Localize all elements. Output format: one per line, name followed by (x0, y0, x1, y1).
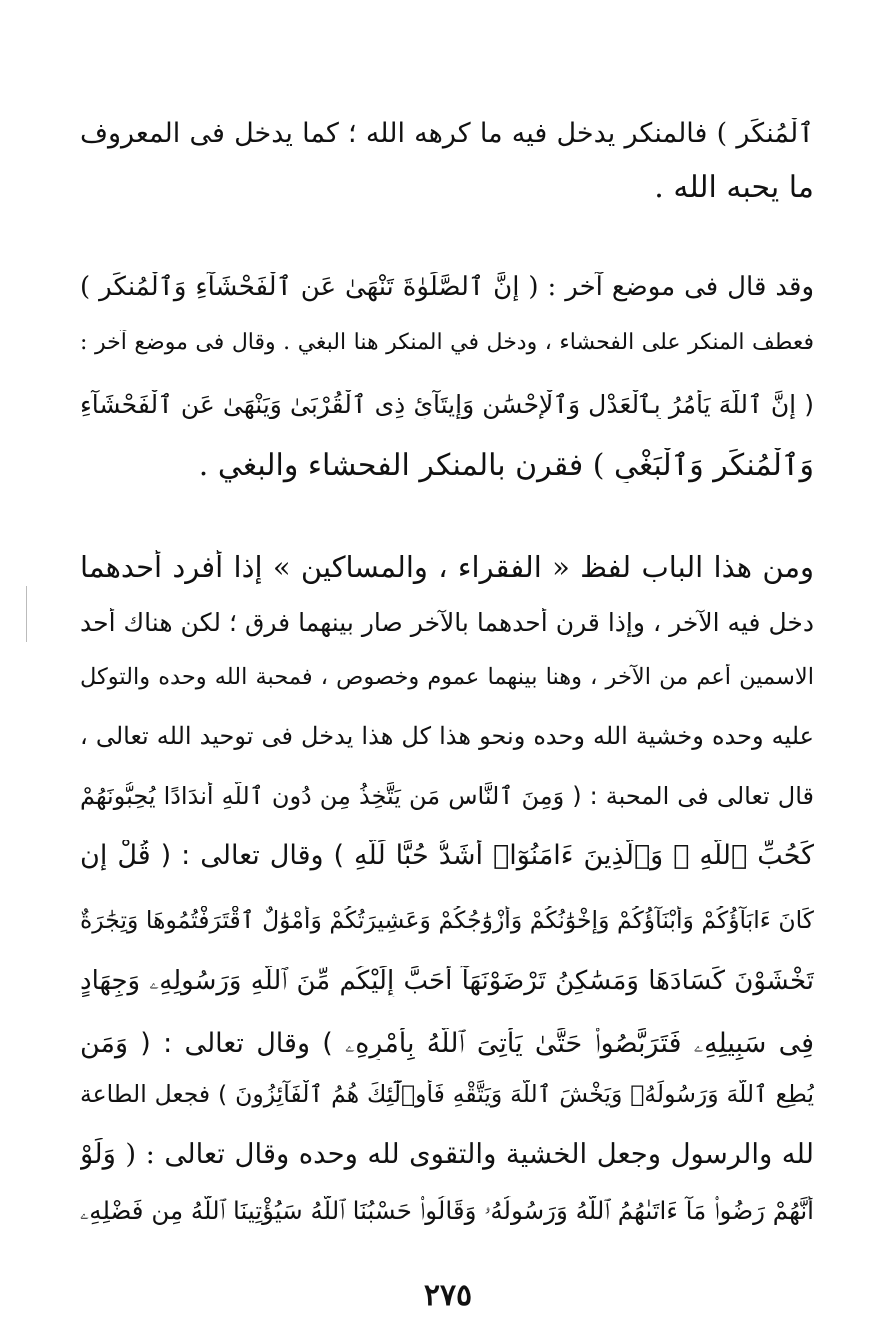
quran-line-11: قال تعالى فى المحبة : ( وَمِنَ ٱلنَّاسِ مَن يَتَّخِذُ مِن دُونِ ٱللَّهِ أَندَادًا يُحِبُّونَهُمْ (80, 782, 814, 810)
text-line-10: عليه وحده وخشية الله وحده ونحو هذا كل هذا يدخل فى توحيد الله تعالى ، (80, 722, 814, 750)
text-line-17: لله والرسول وجعل الخشية والتقوى لله وحده وقال تعالى : ( وَلَوْ (80, 1138, 814, 1170)
quran-line-14: تَخْشَوْنَ كَسَادَهَا وَمَسَٰكِنُ تَرْضَوْنَهَآ أَحَبَّ إِلَيْكُم مِّنَ ٱللَّهِ وَرَسُولِهِۦ وَجِهَادٍ (80, 966, 814, 996)
text-line-8: دخل فيه الآخر ، وإذا قرن أحدهما بالآخر صار بينهما فرق ؛ لكن هناك أحد (80, 608, 814, 637)
quran-line-15: فِى سَبِيلِهِۦ فَتَرَبَّصُوا۟ حَتَّىٰ يَأْتِىَ ٱللَّهُ بِأَمْرِهِۦ ) وقال تعالى : ( وَمَن (80, 1028, 814, 1059)
quran-line-16: يُطِعِ ٱللَّهَ وَرَسُولَهُۥ وَيَخْشَ ٱللَّهَ وَيَتَّقْهِ فَأُو۟لَٰٓئِكَ هُمُ ٱلْفَآئِزُونَ ) فجعل الطاعة (80, 1080, 814, 1108)
quran-line-12: كَحُبِّ ٱللَّهِ ۖ وَٱلَّذِينَ ءَامَنُوٓا۟ أَشَدُّ حُبًّا لِّلَّهِ ) وقال تعالى : ( قُلْ إِن (80, 840, 814, 871)
text-line-7: ومن هذا الباب لفظ « الفقراء ، والمساكين » إذا أفرد أحدهما (80, 550, 814, 584)
page-number: ٢٧٥ (423, 1278, 473, 1313)
margin-mark (26, 586, 27, 642)
quran-line-5: ( إِنَّ ٱللَّهَ يَأْمُرُ بِٱلْعَدْلِ وَٱلْإِحْسَٰنِ وَإِيتَآئِ ذِى ٱلْقُرْبَىٰ وَيَنْهَىٰ عَنِ ٱلْفَحْشَآءِ (80, 390, 814, 419)
text-line-9: الاسمين أعم من الآخر ، وهنا بينهما عموم وخصوص ، فمحبة الله وحده والتوكل (80, 664, 814, 690)
quran-line-18: أَنَّهُمْ رَضُوا۟ مَآ ءَاتَىٰهُمُ ٱللَّهُ وَرَسُولُهُۥ وَقَالُوا۟ حَسْبُنَا ٱللَّهُ سَيُؤْتِينَا ٱللَّهُ مِن فَضْلِهِۦ (80, 1196, 814, 1225)
text-line-2: ما يحبه الله . (654, 170, 814, 205)
text-line-6: وَٱلْمُنكَرِ وَٱلْبَغْىِ ) فقرن بالمنكر الفحشاء والبغي . (198, 448, 814, 483)
quran-line-13: كَانَ ءَابَآؤُكُمْ وَأَبْنَآؤُكُمْ وَإِخْوَٰنُكُمْ وَأَزْوَٰجُكُمْ وَعَشِيرَتُكُمْ وَأَمْوَٰلٌ ٱقْتَرَفْتُمُوهَا وَتِجَٰرَةٌ (80, 906, 814, 934)
text-line-3: وقد قال فى موضع آخر : ( إِنَّ ٱلصَّلَوٰةَ تَنْهَىٰ عَنِ ٱلْفَحْشَآءِ وَٱلْمُنكَرِ ) (80, 272, 814, 302)
text-line-1: ٱلْمُنكَرِ ) فالمنكر يدخل فيه ما كرهه الله ؛ كما يدخل فى المعروف (80, 118, 814, 149)
text-line-4: فعطف المنكر على الفحشاء ، ودخل في المنكر هنا البغي . وقال فى موضع آخر : (80, 330, 814, 355)
